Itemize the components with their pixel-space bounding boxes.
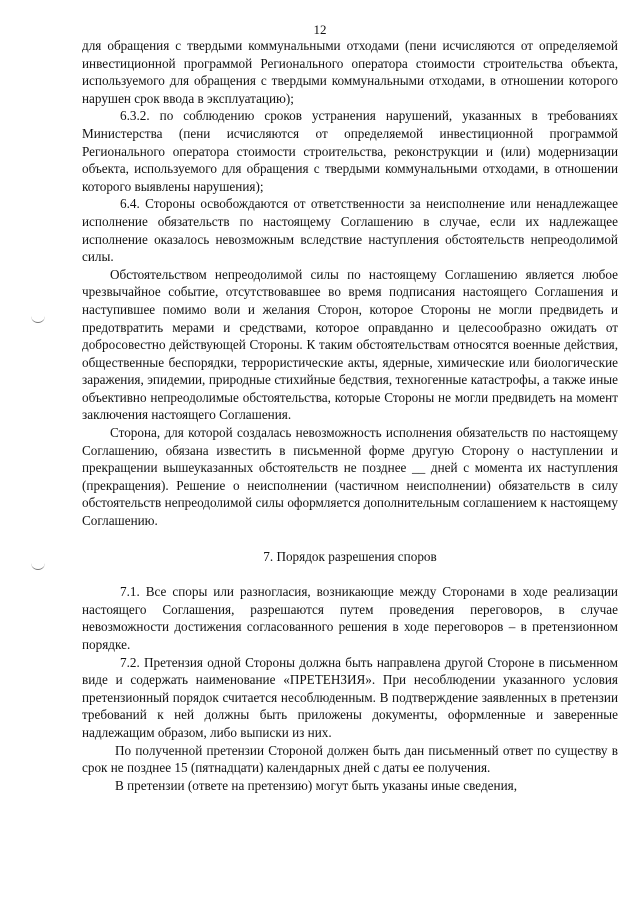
page-number: 12 [313,22,327,37]
paragraph-7-2: 7.2. Претензия одной Стороны должна быть направлена другой Стороне в письменном виде и содержать наименование «ПРЕТЕНЗИЯ». При несоблюдении указанного условия претензионный порядок считается несоблюденным. В подтверждение заявленных в претензии требований к ней должны быть приложены документы, оформленные и заверенные надлежащим образом, либо выписки из них. [82,654,618,740]
paragraph-6-4: 6.4. Стороны освобождаются от ответственности за неисполнение или ненадлежащее исполнение обязательств по настоящему Соглашению в случае, если их надлежащее исполнение оказалось невозможным вследствие наступления обстоятельств непреодолимой силы. [82,196,618,265]
section-7-heading: 7. Порядок разрешения споров [263,548,437,564]
paragraph-claim-response: По полученной претензии Стороной должен быть дан письменный ответ по существу в срок не позднее 15 (пятнадцати) календарных дней с даты ее получения. [82,742,618,776]
paragraph-claim-details: В претензии (ответе на претензию) могут быть указаны иные сведения, [115,777,517,793]
paragraph-force-majeure-definition: Обстоятельством непреодолимой силы по настоящему Соглашению является любое чрезвычайное событие, отсутствовавшее во время подписания настоящего Соглашения и наступившее помимо воли и желания Сторон, которое Стороны не могли предвидеть и предотвратить мерами и средствами, которое оправданно и целесообразно ожидать от добросовестно действующей Стороны. К таким обстоятельствам относятся военные действия, общественные беспорядки, террористические акты, ядерные, химические или биологические заражения, эпидемии, природные стихийные бедствия, техногенные катастрофы, а также иные объективно непреодолимые обстоятельства, которые Стороны не могли предвидеть на момент заключения настоящего Соглашения. [82,266,618,423]
document-body [82,37,618,794]
paragraph-6-3-2: 6.3.2. по соблюдению сроков устранения нарушений, указанных в требованиях Министерства (пени исчисляются от определяемой инвестиционной программой Регионального оператора стоимости строительства, реконструкции и (или) модернизации объекта, используемого для обращения с твердыми коммунальными отходами, в отношении которого выявлены нарушения); [82,108,618,194]
punch-hole-mark [31,314,45,323]
paragraph-continuation: для обращения с твердыми коммунальными отходами (пени исчисляются от определяемой инвестиционной программой Регионального оператора стоимости строительства объекта, используемого для обращения с твердыми коммунальными отходами, в отношении которого нарушен срок ввода в эксплуатацию); [82,38,618,106]
paragraph-force-majeure-notice: Сторона, для которой создалась невозможность исполнения обязательств по настоящему Соглашению, обязана известить в письменной форме другую Сторону о наступлении и прекращении вышеуказанных обстоятельств не позднее __ дней с момента их наступления (прекращения). Решение о неисполнении (частичном неисполнении) обязательств в силу обстоятельств непреодолимой силы оформляется дополнительным соглашением к настоящему Соглашению. [82,425,618,529]
paragraph-7-1: 7.1. Все споры или разногласия, возникающие между Сторонами в ходе реализации настоящего Соглашения, разрешаются путем проведения переговоров, в случае невозможности достижения согласованного решения в ходе переговоров – в претензионном порядке. [82,584,618,652]
punch-hole-mark [31,561,45,570]
